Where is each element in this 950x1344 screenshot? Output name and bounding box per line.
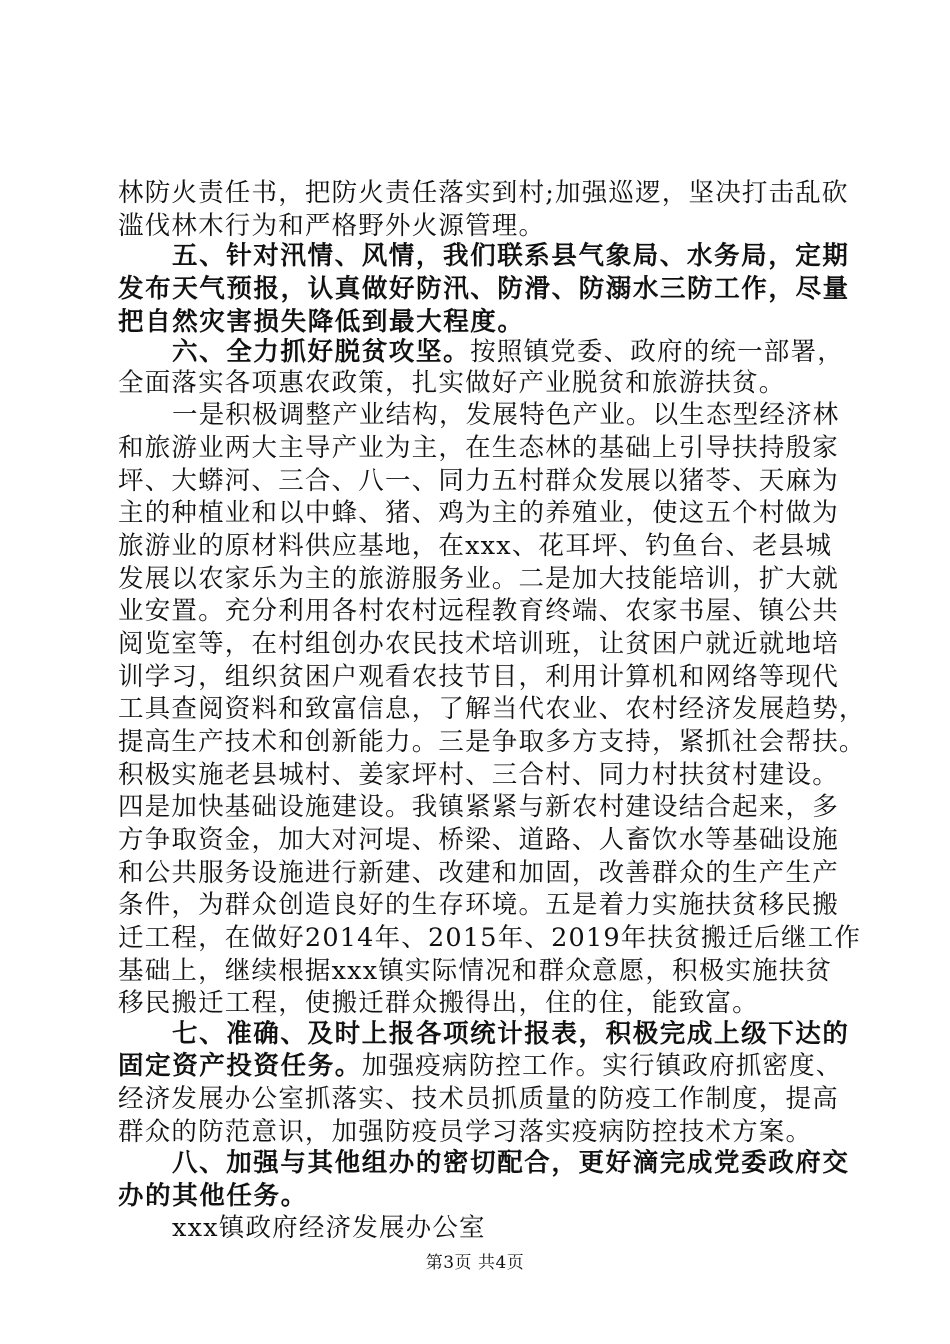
section-heading-7-cont: 固定资产投资任务。 bbox=[118, 1051, 362, 1081]
text-line: 坪、大蟒河、三合、八一、同力五村群众发展以猪苓、天麻为 bbox=[118, 466, 839, 496]
text-line: 条件，为群众创造良好的生存环境。五是着力实施扶贫移民搬 bbox=[118, 890, 839, 920]
section-heading-5-cont: 把自然灾害损失降低到最大程度。 bbox=[118, 307, 525, 337]
section-heading-8-cont: 办的其他任务。 bbox=[118, 1181, 308, 1211]
text-line: 全面落实各项惠农政策，扎实做好产业脱贫和旅游扶贫。 bbox=[118, 368, 786, 398]
text-line: 阅览室等，在村组创办农民技术培训班，让贫困户就近就地培 bbox=[118, 629, 839, 659]
section-6-text: 按照镇党委、政府的统一部署， bbox=[470, 337, 844, 367]
text-line: 基础上，继续根据xxx镇实际情况和群众意愿，积极实施扶贫 bbox=[118, 956, 833, 986]
text-line: 积极实施老县城村、姜家坪村、三合村、同力村扶贫村建设。 bbox=[118, 760, 839, 790]
text-line: 业安置。充分利用各村农村远程教育终端、农家书屋、镇公共 bbox=[118, 596, 839, 626]
text-line: 方争取资金，加大对河堤、桥梁、道路、人畜饮水等基础设施 bbox=[118, 825, 839, 855]
text-line: 一是积极调整产业结构，发展特色产业。以生态型经济林 bbox=[172, 400, 840, 430]
text-line: 迁工程，在做好2014年、2015年、2019年扶贫搬迁后继工作 bbox=[118, 923, 862, 953]
text-line: 主的种植业和以中蜂、猪、鸡为主的养殖业，使这五个村做为 bbox=[118, 498, 839, 528]
text-line: 工具查阅资料和致富信息，了解当代农业、农村经济发展趋势， bbox=[118, 694, 866, 724]
signature-office: xxx镇政府经济发展办公室 bbox=[172, 1213, 486, 1243]
text-line: 旅游业的原材料供应基地，在xxx、花耳坪、钓鱼台、老县城 bbox=[118, 531, 833, 561]
section-7-text: 加强疫病防控工作。实行镇政府抓密度、 bbox=[361, 1051, 843, 1081]
text-line: 训学习，组织贫困户观看农技节目，利用计算机和网络等现代 bbox=[118, 662, 839, 692]
section-heading-6: 六、全力抓好脱贫攻坚。 bbox=[172, 337, 471, 367]
text-line: 发展以农家乐为主的旅游服务业。二是加大技能培训，扩大就 bbox=[118, 564, 839, 594]
section-heading-5-cont: 发布天气预报，认真做好防汛、防滑、防溺水三防工作，尽量 bbox=[118, 274, 850, 304]
text-line: 和旅游业两大主导产业为主，在生态林的基础上引导扶持殷家 bbox=[118, 433, 839, 463]
text-line: 四是加快基础设施建设。我镇紧紧与新农村建设结合起来，多 bbox=[118, 792, 839, 822]
page-footer: 第3页 共4页 bbox=[425, 1253, 525, 1273]
text-line: 经济发展办公室抓落实、技术员抓质量的防疫工作制度，提高 bbox=[118, 1084, 839, 1114]
section-heading-5: 五、针对汛情、风情，我们联系县气象局、水务局，定期 bbox=[172, 241, 850, 271]
text-line: 和公共服务设施进行新建、改建和加固，改善群众的生产生产 bbox=[118, 858, 839, 888]
text-line: 滥伐林木行为和严格野外火源管理。 bbox=[118, 211, 546, 241]
text-line: 林防火责任书，把防火责任落实到村;加强巡逻，坚决打击乱砍 bbox=[118, 178, 849, 208]
text-line: 群众的防范意识，加强防疫员学习落实疫病防控技术方案。 bbox=[118, 1117, 813, 1147]
section-heading-7: 七、准确、及时上报各项统计报表，积极完成上级下达的 bbox=[172, 1019, 850, 1049]
section-heading-8: 八、加强与其他组办的密切配合，更好滴完成党委政府交 bbox=[172, 1148, 850, 1178]
section-6-line bbox=[172, 336, 844, 369]
section-7-line bbox=[118, 1050, 843, 1083]
text-line: 提高生产技术和创新能力。三是争取多方支持，紧抓社会帮扶。 bbox=[118, 727, 866, 757]
text-line: 移民搬迁工程，使搬迁群众搬得出，住的住，能致富。 bbox=[118, 988, 759, 1018]
